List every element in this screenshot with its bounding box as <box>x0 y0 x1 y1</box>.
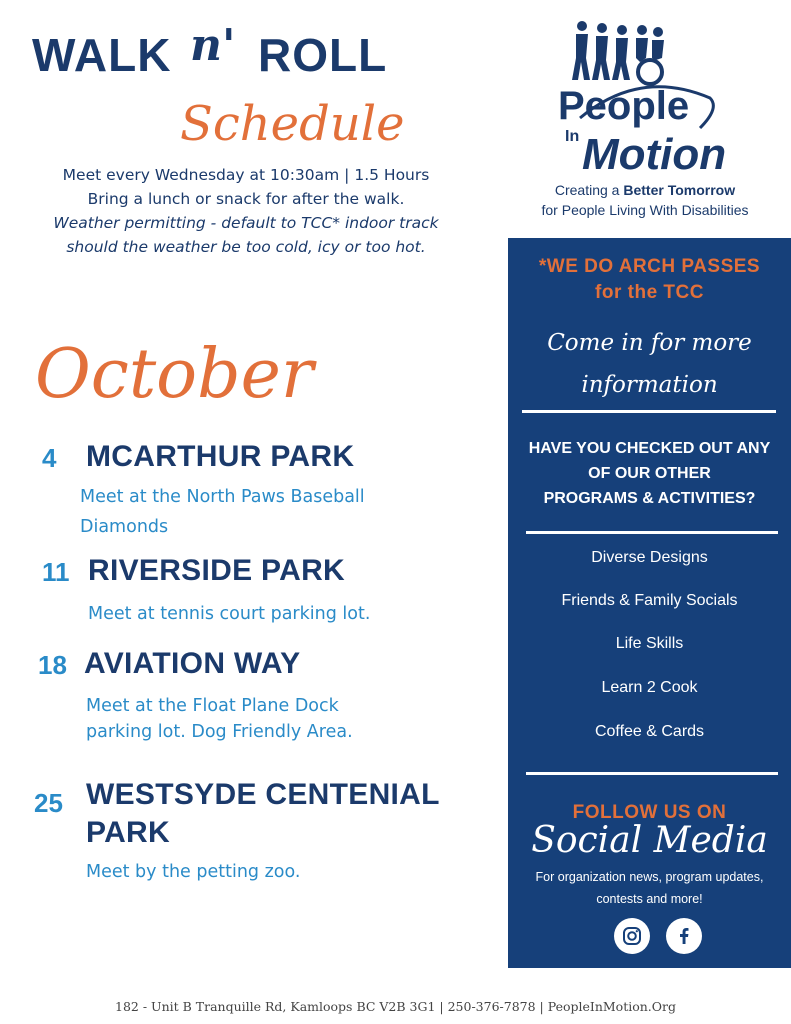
title-roll: ROLL <box>258 29 388 81</box>
event-note: Meet by the petting zoo. <box>86 862 301 882</box>
title-n: n' <box>190 20 236 71</box>
intro-line-3: Weather permitting - default to TCC* indoor track should the weather be too cold, icy or too hot. <box>53 214 439 256</box>
info-panel <box>508 238 791 968</box>
program-item: Diverse Designs <box>591 549 708 566</box>
arch-pass-line-2: for the TCC <box>595 282 704 303</box>
title-walk: WALK <box>32 29 172 81</box>
intro-line-2: Bring a lunch or snack for after the walk. <box>87 190 405 208</box>
program-item: Coffee & Cards <box>594 723 705 740</box>
title-schedule: Schedule <box>180 96 405 152</box>
event-day: 25 <box>34 788 63 818</box>
event-place: AVIATION WAY <box>84 647 301 680</box>
logo-people: People <box>558 84 690 128</box>
arch-pass-heading <box>508 254 791 306</box>
question-line-2: OF OUR OTHER <box>588 465 711 482</box>
event-day: 4 <box>42 443 57 473</box>
event-place: RIVERSIDE PARK <box>88 554 346 587</box>
month-heading: October <box>35 335 314 414</box>
logo-motion: Motion <box>582 130 727 179</box>
question-line-3: PROGRAMS & ACTIVITIES? <box>543 490 756 507</box>
event-day: 18 <box>38 650 67 680</box>
event-note: Meet at tennis court parking lot. <box>88 604 371 624</box>
intro-text <box>30 163 462 259</box>
facebook-icon[interactable] <box>666 918 702 954</box>
event-place: WESTSYDE CENTENIAL PARK <box>86 778 440 849</box>
intro-line-1: Meet every Wednesday at 10:30am | 1.5 Hours <box>62 166 430 184</box>
question-line-1: HAVE YOU CHECKED OUT ANY <box>528 440 771 457</box>
more-info-text <box>508 322 791 406</box>
social-subtext: For organization news, program updates, contests and more! <box>535 870 764 906</box>
arch-pass-line-1: *WE DO ARCH PASSES <box>538 256 761 277</box>
divider <box>522 410 776 413</box>
tagline-line-2: for People Living With Disabilities <box>541 202 749 218</box>
follow-heading: FOLLOW US ON <box>572 802 727 823</box>
program-item: Life Skills <box>615 635 684 652</box>
more-info-line-2: information <box>581 372 718 398</box>
program-item: Learn 2 Cook <box>601 679 698 696</box>
logo-in: In <box>565 128 580 145</box>
programs-question <box>508 436 791 511</box>
social-media-heading: Social Media <box>531 820 768 861</box>
more-info-line-1: Come in for more <box>547 330 752 356</box>
divider <box>526 531 778 534</box>
tagline-bold: Better Tomorrow <box>623 182 736 198</box>
tagline <box>520 180 770 220</box>
event-place: MCARTHUR PARK <box>86 440 355 473</box>
divider <box>526 772 778 775</box>
event-note: Meet at the Float Plane Dock parking lot. Dog Friendly Area. <box>86 696 353 742</box>
tagline-pre: Creating a <box>554 182 624 198</box>
footer-address: 182 - Unit B Tranquille Rd, Kamloops BC V2B 3G1 | 250-376-7878 | PeopleInMotion.Org <box>115 999 676 1014</box>
event-note: Meet at the North Paws Baseball Diamonds <box>80 487 365 537</box>
instagram-icon[interactable] <box>614 918 650 954</box>
event-day: 11 <box>42 557 70 587</box>
program-item: Friends & Family Socials <box>561 592 738 609</box>
